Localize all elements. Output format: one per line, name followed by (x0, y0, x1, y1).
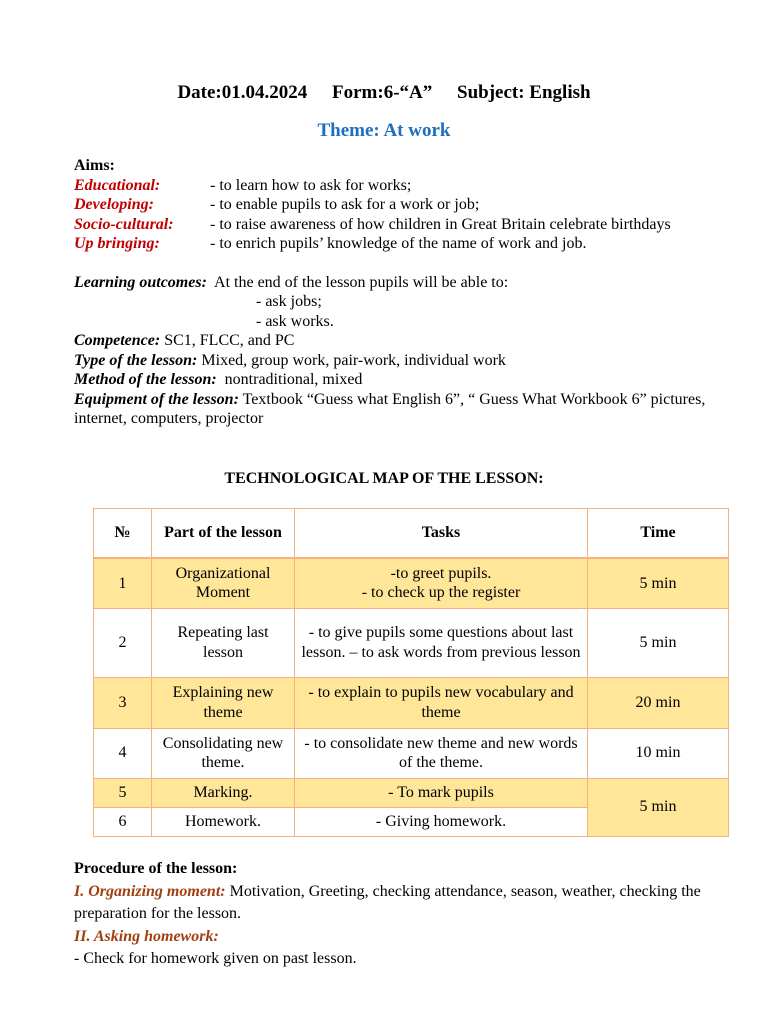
procedure-section (74, 858, 714, 971)
aim-row (74, 215, 714, 235)
row-part: Marking. (152, 778, 295, 807)
aim-text: - to raise awareness of how children in Great Britain celebrate birthdays (210, 215, 671, 233)
table-row (94, 778, 729, 807)
lesson-date: Date:01.04.2024 (177, 82, 308, 103)
detail-equipment (74, 390, 714, 429)
row-tasks: - to explain to pupils new vocabulary and theme (295, 677, 588, 728)
row-tasks: - Giving homework. (295, 807, 588, 836)
detail-label: Equipment of the lesson: (74, 390, 239, 408)
row-part: Consolidating new theme. (152, 728, 295, 778)
step-label: II. Asking homework: (74, 927, 219, 945)
row-tasks: -to greet pupils. - to check up the register (295, 558, 588, 608)
aim-label: Educational: (74, 176, 161, 194)
lesson-header (0, 82, 768, 104)
learning-outcomes (74, 273, 714, 293)
table-header-row (94, 509, 729, 559)
table-row (94, 728, 729, 778)
detail-method (74, 370, 714, 390)
row-part: Repeating last lesson (152, 608, 295, 677)
row-number: 2 (94, 608, 152, 677)
aim-label: Up bringing: (74, 235, 160, 252)
table-row (94, 677, 729, 728)
step-text: Motivation, Greeting, checking attendance, season, weather, checking the preparation for the lesson. (74, 882, 701, 922)
lesson-theme: Theme: At work (317, 120, 451, 141)
row-time: 5 min (588, 558, 729, 608)
outcomes-label: Learning outcomes: (74, 273, 207, 291)
header-number: № (94, 509, 152, 559)
row-number: 5 (94, 778, 152, 807)
lesson-form: Form:6-“A” (332, 82, 433, 103)
spacer (74, 254, 714, 273)
row-number: 3 (94, 677, 152, 728)
detail-label: Competence: (74, 332, 161, 349)
row-number: 4 (94, 728, 152, 778)
row-tasks: - to give pupils some questions about last lesson. – to ask words from previous lesson (295, 608, 588, 677)
outcome-item: - ask works. (256, 312, 334, 330)
header-tasks: Tasks (295, 509, 588, 559)
row-number: 6 (94, 807, 152, 836)
row-number: 1 (94, 558, 152, 608)
row-time: 20 min (588, 677, 729, 728)
header-time: Time (588, 509, 729, 559)
aim-label: Developing: (74, 196, 154, 213)
lesson-body (74, 156, 714, 429)
row-part: Organizational Moment (152, 558, 295, 608)
aim-row (74, 195, 714, 215)
detail-text: Mixed, group work, pair-work, individual work (201, 351, 506, 369)
detail-text: Textbook “Guess what English 6”, “ Guess What Workbook 6” pictures, internet, computers, projector (74, 390, 706, 427)
aim-row (74, 234, 714, 254)
detail-text: nontraditional, mixed (224, 371, 363, 388)
detail-text: SC1, FLCC, and PC (164, 332, 295, 349)
row-tasks: - To mark pupils (295, 778, 588, 807)
lesson-subject: Subject: English (457, 82, 591, 103)
row-tasks: - to consolidate new theme and new words of the theme. (295, 728, 588, 778)
outcome-item: - ask jobs; (256, 293, 322, 310)
detail-type (74, 351, 714, 371)
row-part: Explaining new theme (152, 677, 295, 728)
row-time: 5 min (588, 608, 729, 677)
row-time: 10 min (588, 728, 729, 778)
detail-competence (74, 331, 714, 351)
aim-text: - to learn how to ask for works; (210, 176, 412, 194)
aim-label: Socio-cultural: (74, 215, 174, 233)
detail-label: Method of the lesson: (74, 371, 217, 388)
table-row (94, 558, 729, 608)
aim-row (74, 176, 714, 196)
step-text: - Check for homework given on past lesson. (74, 950, 357, 967)
row-part: Homework. (152, 807, 295, 836)
detail-label: Type of the lesson: (74, 351, 198, 369)
header-part: Part of the lesson (152, 509, 295, 559)
procedure-title: Procedure of the lesson: (74, 860, 238, 877)
table-row (94, 608, 729, 677)
outcomes-text: At the end of the lesson pupils will be able to: (214, 273, 509, 291)
procedure-step-1 (74, 881, 714, 926)
step-label: I. Organizing moment: (74, 882, 226, 900)
map-title: TECHNOLOGICAL MAP OF THE LESSON: (224, 470, 544, 487)
technological-map-table (93, 508, 729, 837)
aims-title: Aims: (74, 157, 115, 174)
aim-text: - to enrich pupils’ knowledge of the name of work and job. (210, 235, 587, 252)
row-time-merged: 5 min (588, 778, 729, 836)
aim-text: - to enable pupils to ask for a work or job; (210, 196, 480, 213)
